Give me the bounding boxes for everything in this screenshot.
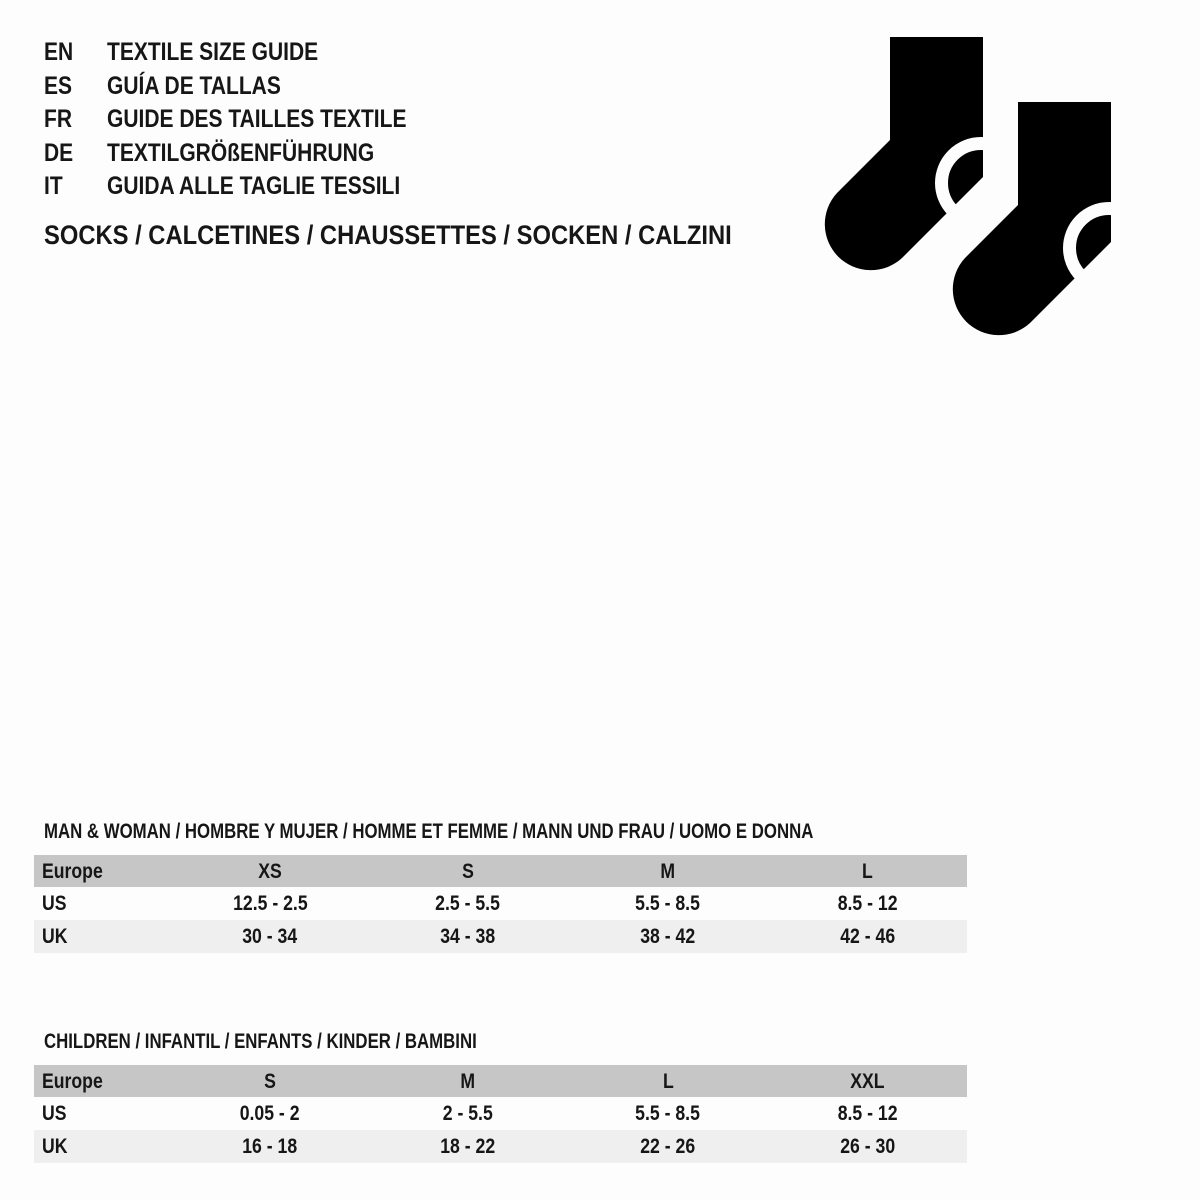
column-header: S [264, 1069, 276, 1093]
size-cell: 42 - 46 [840, 925, 895, 948]
column-header: S [462, 859, 474, 883]
size-cell: 5.5 - 8.5 [635, 892, 701, 915]
column-header: Europe [42, 1069, 103, 1093]
socks-icon [793, 30, 1143, 345]
column-header: Europe [42, 859, 103, 883]
table-row-uk [34, 1130, 967, 1163]
row-label: US [42, 892, 67, 915]
table-title-man-woman: MAN & WOMAN / HOMBRE Y MUJER / HOMME ET FEMME / MANN UND FRAU / UOMO E DONNA [44, 820, 814, 843]
category-heading [44, 220, 826, 251]
row-label: UK [42, 925, 68, 948]
column-header: L [862, 859, 873, 883]
size-cell: 26 - 30 [840, 1135, 895, 1158]
language-row-en [44, 36, 464, 70]
language-code: ES [44, 71, 73, 100]
size-cell: 38 - 42 [640, 925, 696, 948]
size-table-children [34, 1065, 967, 1163]
size-cell: 0.05 - 2 [240, 1102, 300, 1125]
size-cell: 34 - 38 [440, 925, 496, 948]
column-header: M [660, 859, 676, 883]
language-title: GUÍA DE TALLAS [107, 71, 281, 100]
size-cell: 8.5 - 12 [837, 1102, 898, 1125]
size-cell: 8.5 - 12 [837, 892, 898, 915]
column-header: L [662, 1069, 674, 1093]
table-row-us [34, 1097, 967, 1130]
table-header-row [34, 1065, 967, 1097]
language-title: GUIDE DES TAILLES TEXTILE [107, 105, 407, 134]
language-title: TEXTILGRÖßENFÜHRUNG [107, 138, 375, 167]
size-cell: 16 - 18 [242, 1135, 298, 1158]
table-row-us [34, 887, 967, 920]
language-row-de [44, 137, 464, 171]
column-header: XXL [850, 1069, 885, 1093]
language-code: EN [44, 38, 74, 67]
column-header: XS [258, 859, 282, 883]
language-row-fr [44, 103, 464, 137]
language-title: TEXTILE SIZE GUIDE [107, 38, 319, 67]
size-cell: 5.5 - 8.5 [635, 1102, 701, 1125]
size-cell: 12.5 - 2.5 [232, 892, 308, 915]
size-cell: 30 - 34 [242, 925, 298, 948]
table-title-children: CHILDREN / INFANTIL / ENFANTS / KINDER / BAMBINI [44, 1030, 477, 1053]
language-code: IT [44, 172, 63, 201]
size-table-man-woman [34, 855, 967, 953]
row-label: UK [42, 1135, 68, 1158]
size-cell: 22 - 26 [640, 1135, 696, 1158]
table-header-row [34, 855, 967, 887]
language-row-it [44, 170, 464, 204]
language-list [44, 36, 464, 204]
language-title: GUIDA ALLE TAGLIE TESSILI [107, 172, 401, 201]
language-code: FR [44, 105, 72, 134]
column-header: M [460, 1069, 476, 1093]
size-cell: 2.5 - 5.5 [435, 892, 501, 915]
language-row-es [44, 70, 464, 104]
size-cell: 18 - 22 [440, 1135, 496, 1158]
language-code: DE [44, 138, 74, 167]
category-heading-text: SOCKS / CALCETINES / CHAUSSETTES / SOCKEN / CALZINI [44, 220, 732, 250]
table-row-uk [34, 920, 967, 953]
row-label: US [42, 1102, 67, 1125]
size-cell: 2 - 5.5 [442, 1102, 494, 1125]
